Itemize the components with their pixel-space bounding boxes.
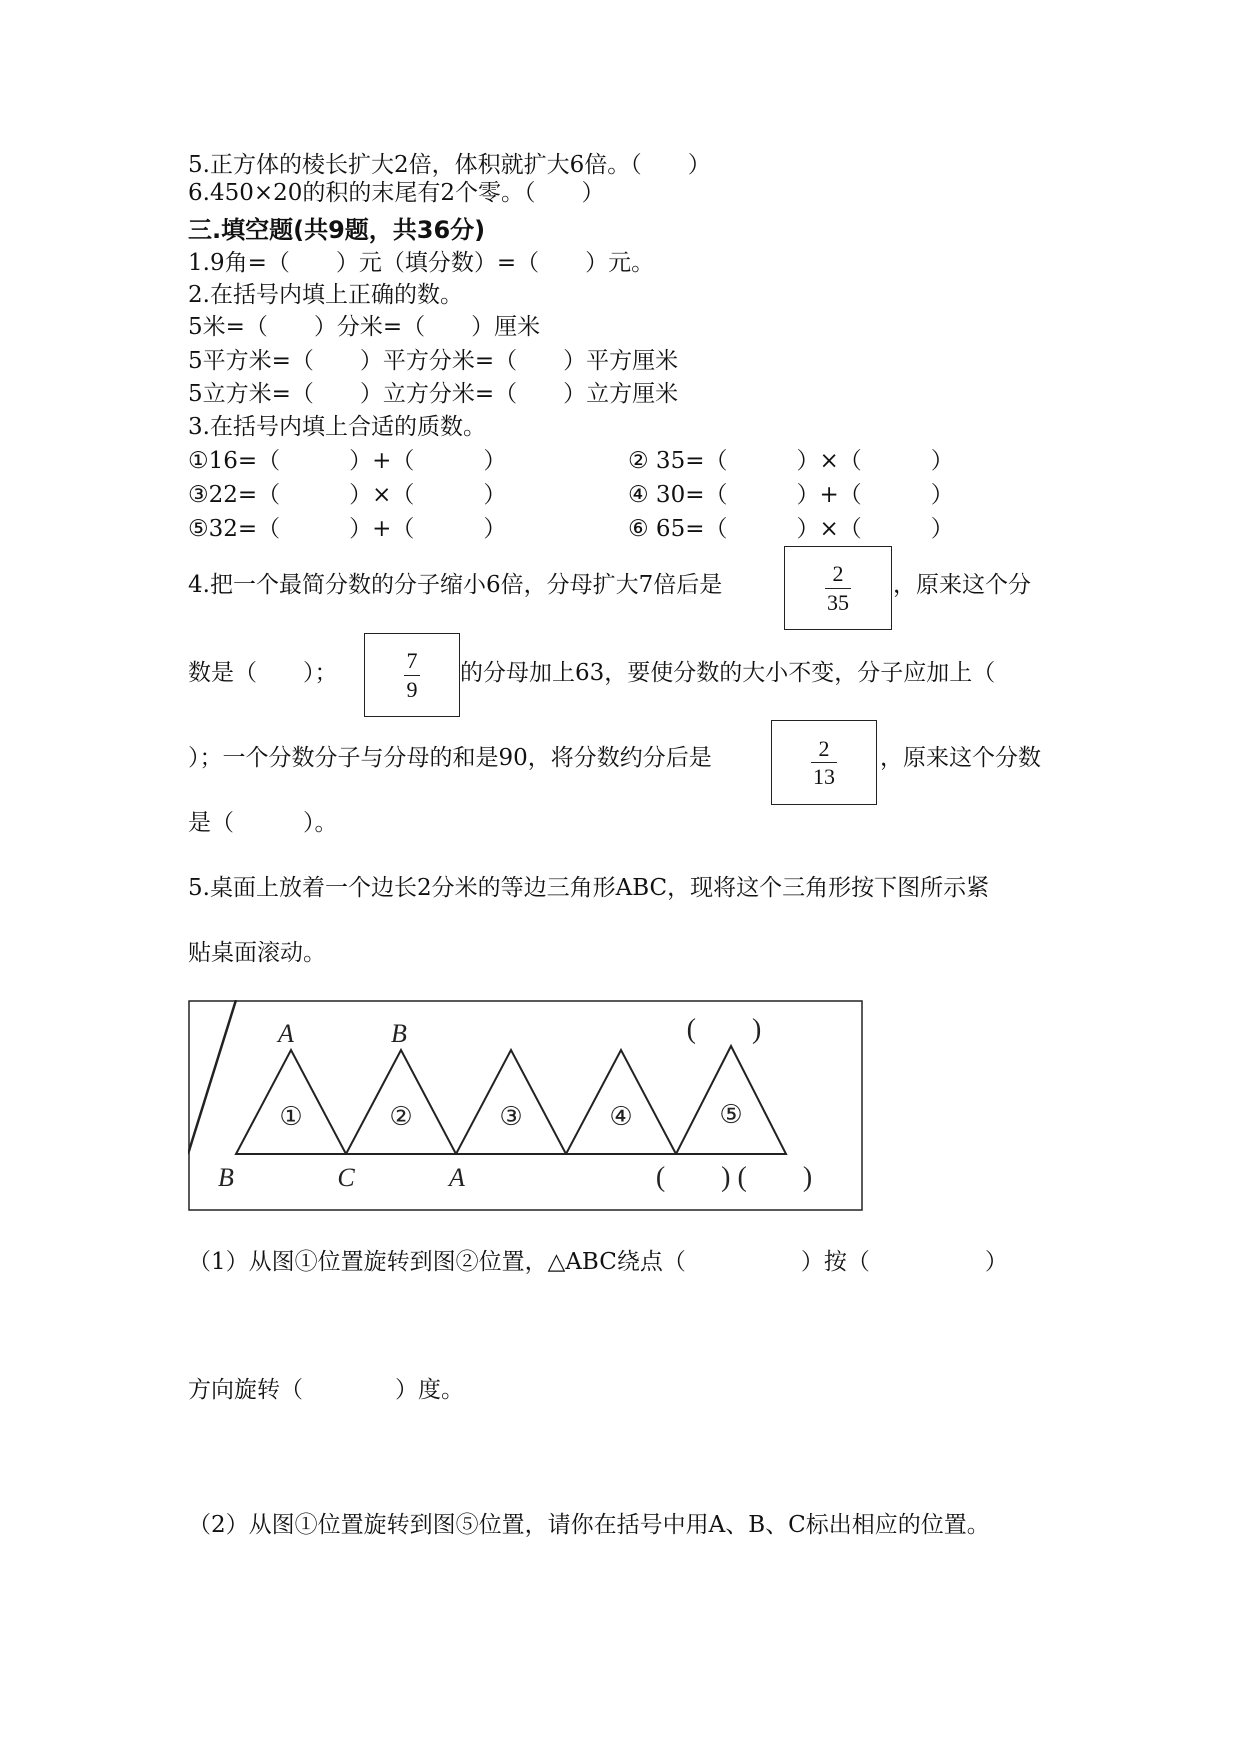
answer-paren-top: ( ) bbox=[686, 1014, 762, 1045]
fill-q3-item-1: ①16=（ ）+（ ） bbox=[188, 448, 507, 474]
triangle-3-number: ③ bbox=[499, 1102, 523, 1132]
fill-q4-line1-b: ，原来这个分 bbox=[893, 572, 1031, 598]
fraction-denominator: 13 bbox=[813, 764, 835, 789]
fill-q4-line3-a: ）；一个分数分子与分母的和是90，将分数约分后是 bbox=[188, 745, 712, 771]
fill-q4-line2-a: 数是（ ）； bbox=[188, 660, 338, 686]
fill-q4-line2-b: 的分母加上63，要使分数的大小不变，分子应加上（ bbox=[460, 660, 996, 686]
fill-q3-item-5: ⑤32=（ ）+（ ） bbox=[188, 516, 507, 542]
fill-q5-line1: 5.桌面上放着一个边长2分米的等边三角形ABC，现将这个三角形按下图所示紧 bbox=[188, 875, 990, 901]
fraction-denominator: 9 bbox=[406, 676, 418, 702]
fill-q3-item-3: ③22=（ ）×（ ） bbox=[188, 482, 507, 508]
fill-q3-item-6: ⑥ 65=（ ）×（ ） bbox=[628, 516, 954, 542]
fill-q1: 1.9角=（ ）元（填分数）=（ ）元。 bbox=[188, 250, 655, 276]
vertex-label-a-bottom: A bbox=[449, 1163, 465, 1192]
judge-q5: 5.正方体的棱长扩大2倍，体积就扩大6倍。（ ） bbox=[188, 152, 711, 178]
fraction-bar bbox=[404, 675, 420, 676]
triangle-5-number: ⑤ bbox=[719, 1100, 743, 1130]
fill-q2-line2: 5平方米=（ ）平方分米=（ ）平方厘米 bbox=[188, 348, 679, 374]
vertex-label-a-top: A bbox=[278, 1019, 294, 1048]
fill-q3-item-4: ④ 30=（ ）+（ ） bbox=[628, 482, 954, 508]
fill-q4-line3-b: ，原来这个分数 bbox=[880, 745, 1041, 771]
section-title: 三.填空题(共9题，共36分) bbox=[188, 216, 486, 244]
answer-paren-bottom: ( ) ( ) bbox=[655, 1162, 813, 1193]
fill-q5-sub1-a: （1）从图①位置旋转到图②位置，△ABC绕点（ ）按（ ） bbox=[188, 1249, 1008, 1275]
judge-q6: 6.450×20的积的末尾有2个零。（ ） bbox=[188, 180, 605, 206]
fraction-box-7-9 bbox=[364, 633, 460, 717]
fill-q5-sub2: （2）从图①位置旋转到图⑤位置，请你在括号中用A、B、C标出相应的位置。 bbox=[188, 1512, 990, 1538]
fraction-bar bbox=[811, 762, 837, 763]
triangle-4-number: ④ bbox=[609, 1102, 633, 1132]
fill-q4-line1-a: 4.把一个最简分数的分子缩小6倍，分母扩大7倍后是 bbox=[188, 572, 723, 598]
fill-q5-line2: 贴桌面滚动。 bbox=[188, 940, 326, 966]
fill-q2-line3: 5立方米=（ ）立方分米=（ ）立方厘米 bbox=[188, 381, 679, 407]
fill-q2-stem: 2.在括号内填上正确的数。 bbox=[188, 282, 463, 308]
fill-q3-item-2: ② 35=（ ）×（ ） bbox=[628, 448, 954, 474]
fraction-numerator: 7 bbox=[406, 648, 418, 674]
fraction-numerator: 2 bbox=[818, 735, 830, 761]
fill-q2-line1: 5米=（ ）分米=（ ）厘米 bbox=[188, 314, 541, 340]
triangle-1-number: ① bbox=[279, 1102, 303, 1132]
vertex-label-c-bottom: C bbox=[337, 1163, 355, 1192]
fill-q3-stem: 3.在括号内填上合适的质数。 bbox=[188, 414, 486, 440]
fraction-box-2-13 bbox=[771, 720, 877, 805]
vertex-label-b-bottom: B bbox=[218, 1163, 234, 1192]
fraction-bar bbox=[825, 588, 851, 589]
fill-q4-line4: 是（ ）。 bbox=[188, 810, 338, 836]
fill-q5-sub1-b: 方向旋转（ ）度。 bbox=[188, 1377, 464, 1403]
vertex-label-b-top: B bbox=[391, 1019, 407, 1048]
rolling-triangle-figure bbox=[188, 1000, 864, 1212]
fraction-numerator: 2 bbox=[832, 561, 844, 587]
fraction-denominator: 35 bbox=[827, 589, 849, 615]
fraction-box-2-35 bbox=[784, 546, 892, 630]
triangle-2-number: ② bbox=[389, 1102, 413, 1132]
